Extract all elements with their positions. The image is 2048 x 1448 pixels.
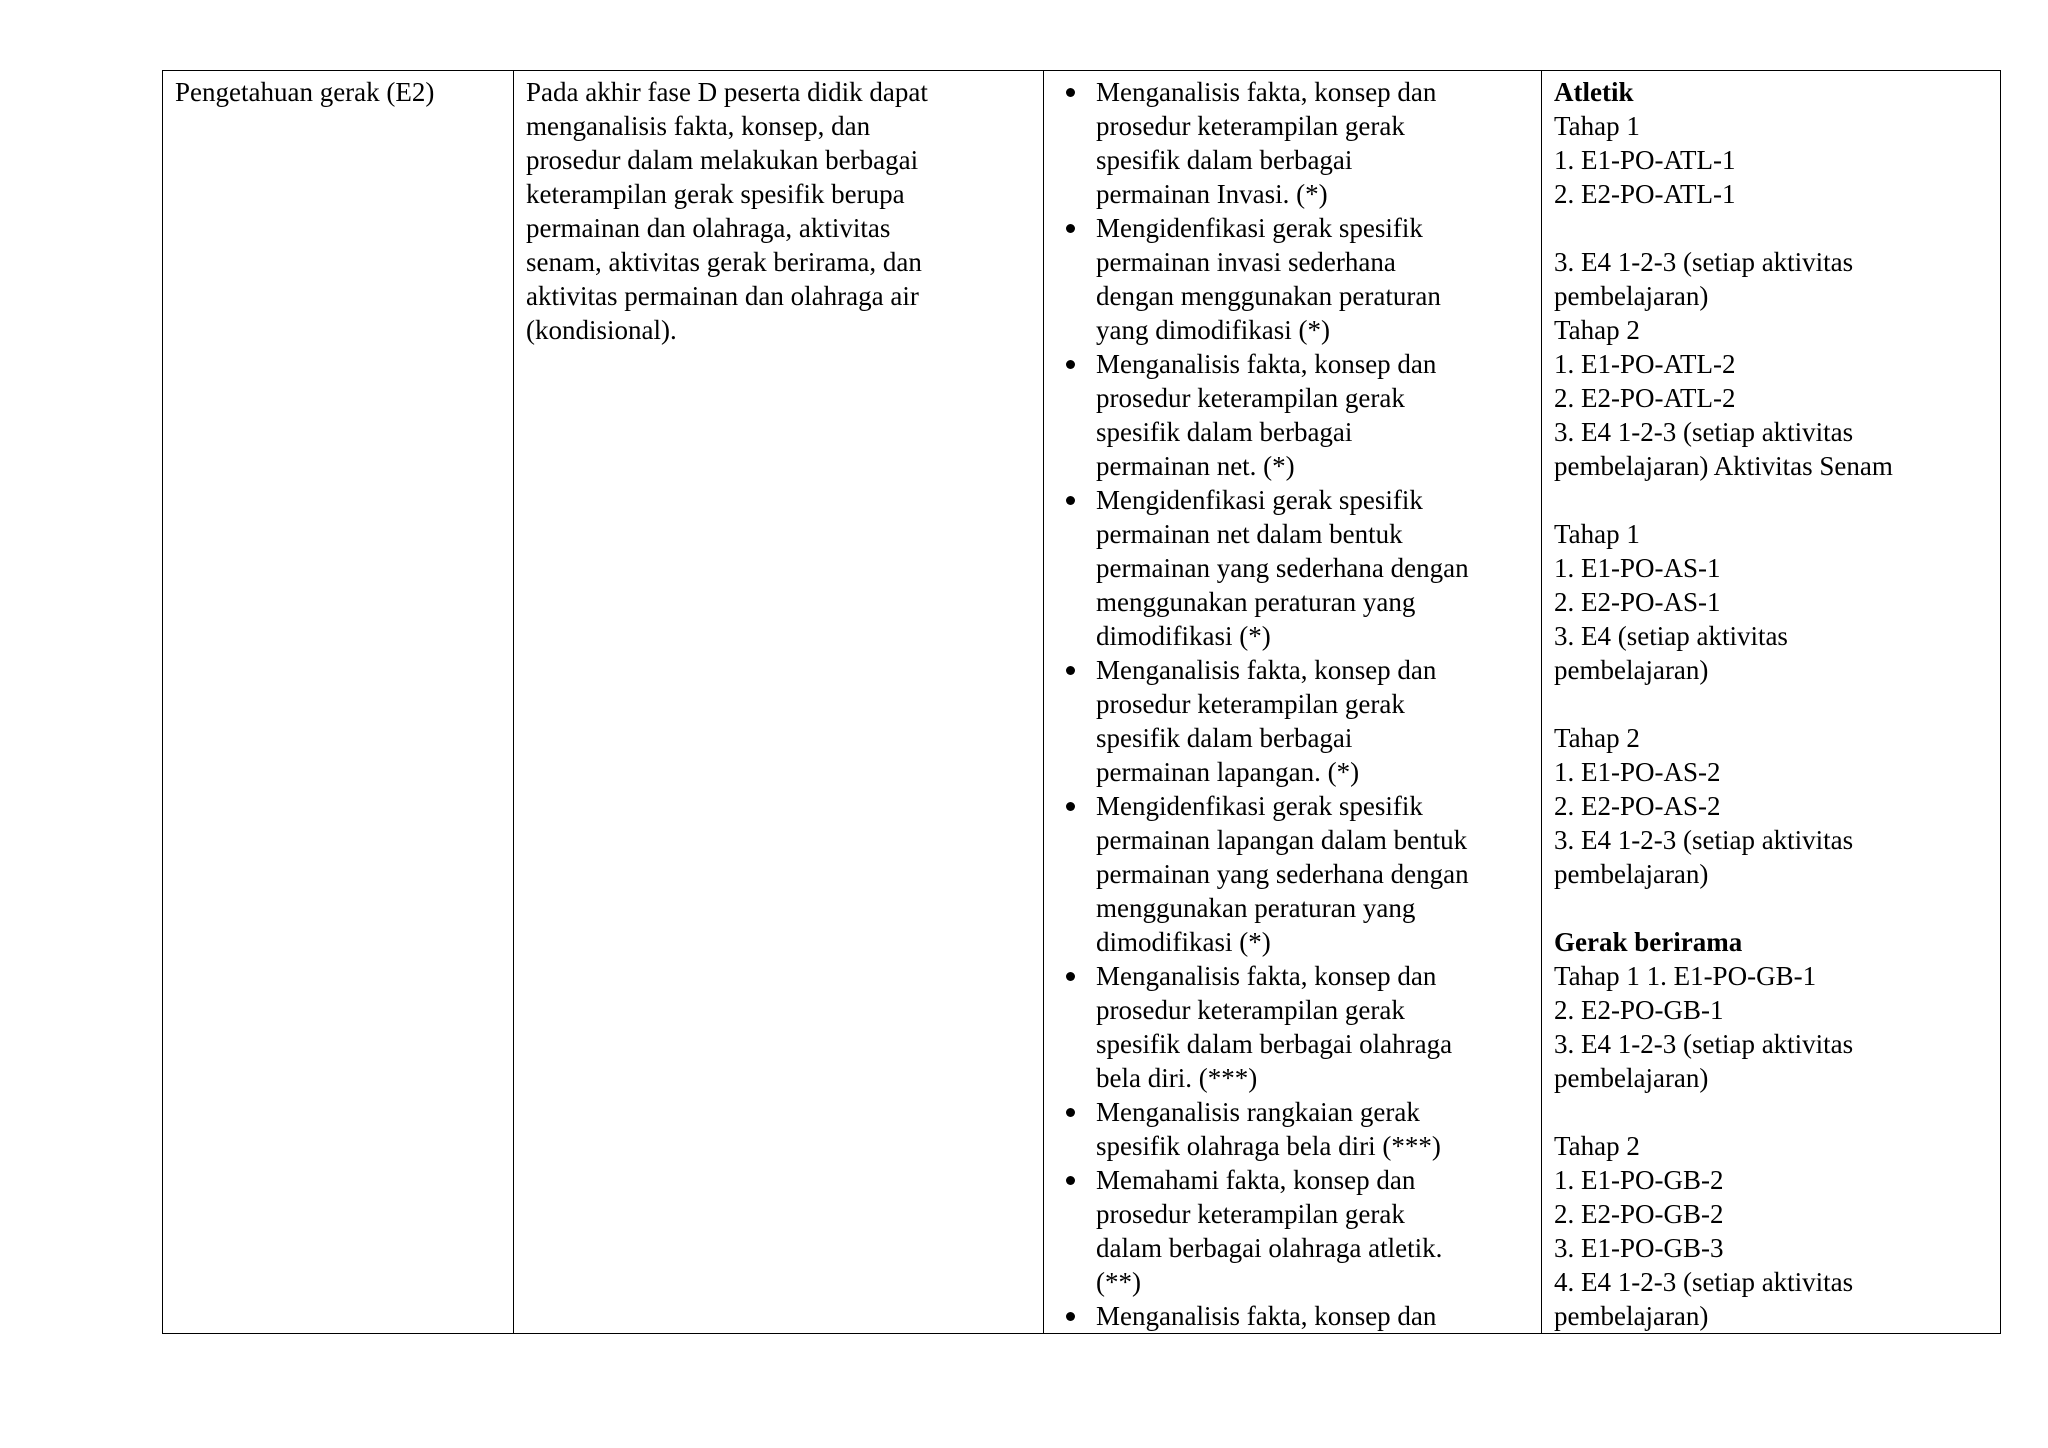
objective-line: (**)	[1096, 1267, 1141, 1297]
flow-cell	[1542, 71, 2001, 1334]
flow-line: Tahap 1	[1554, 111, 1640, 141]
list-item	[1056, 347, 1529, 483]
achievement-text	[526, 75, 1031, 347]
flow-line: pembelajaran)	[1554, 1301, 1709, 1331]
flow-line: 2. E2-PO-GB-1	[1554, 995, 1724, 1025]
achievement-line: Pada akhir fase D peserta didik dapat	[526, 77, 928, 107]
objective-line: Menganalisis fakta, konsep dan	[1096, 77, 1437, 107]
objective-line: spesifik dalam berbagai olahraga	[1096, 1029, 1453, 1059]
flow-line: 4. E4 1-2-3 (setiap aktivitas	[1554, 1267, 1854, 1297]
blank-line	[1554, 1095, 1988, 1129]
objective-line: prosedur keterampilan gerak	[1096, 995, 1405, 1025]
flow-line: 1. E1-PO-GB-2	[1554, 1165, 1724, 1195]
objective-line: Menganalisis rangkaian gerak	[1096, 1097, 1420, 1127]
objective-line: prosedur keterampilan gerak	[1096, 383, 1405, 413]
flow-line: Tahap 1	[1554, 519, 1640, 549]
section-heading: Atletik	[1554, 77, 1634, 107]
objective-line: permainan Invasi. (*)	[1096, 179, 1328, 209]
achievement-line: keterampilan gerak spesifik berupa	[526, 179, 905, 209]
objective-line: permainan lapangan. (*)	[1096, 757, 1360, 787]
blank-line	[1554, 483, 1988, 517]
list-item	[1056, 483, 1529, 653]
flow-line: pembelajaran)	[1554, 281, 1709, 311]
flow-line: Tahap 2	[1554, 723, 1640, 753]
flow-line: pembelajaran)	[1554, 1063, 1709, 1093]
flow-line: Tahap 2	[1554, 1131, 1640, 1161]
flow-line: 1. E1-PO-AS-1	[1554, 553, 1721, 583]
flow-text	[1554, 75, 1988, 1333]
objective-line: dalam berbagai olahraga atletik.	[1096, 1233, 1443, 1263]
flow-line: pembelajaran)	[1554, 859, 1709, 889]
achievement-line: menganalisis fakta, konsep, dan	[526, 111, 871, 141]
flow-line: 2. E2-PO-GB-2	[1554, 1199, 1724, 1229]
curriculum-table	[162, 70, 2001, 1334]
objective-line: spesifik dalam berbagai	[1096, 723, 1353, 753]
flow-line: 3. E4 (setiap aktivitas	[1554, 621, 1788, 651]
achievement-line: prosedur dalam melakukan berbagai	[526, 145, 919, 175]
flow-line: pembelajaran) Aktivitas Senam	[1554, 451, 1893, 481]
objectives-list	[1056, 75, 1529, 1333]
flow-line: 3. E4 1-2-3 (setiap aktivitas	[1554, 825, 1854, 855]
flow-line: 2. E2-PO-ATL-1	[1554, 179, 1736, 209]
objective-line: prosedur keterampilan gerak	[1096, 1199, 1405, 1229]
list-item	[1056, 211, 1529, 347]
objective-line: prosedur keterampilan gerak	[1096, 689, 1405, 719]
table-row	[163, 71, 2001, 1334]
flow-line: 2. E2-PO-AS-1	[1554, 587, 1721, 617]
objective-line: permainan lapangan dalam bentuk	[1096, 825, 1468, 855]
flow-line: 1. E1-PO-ATL-2	[1554, 349, 1736, 379]
objective-line: dengan menggunakan peraturan	[1096, 281, 1441, 311]
objective-line: permainan yang sederhana dengan	[1096, 553, 1469, 583]
blank-line	[1554, 687, 1988, 721]
objective-line: dimodifikasi (*)	[1096, 927, 1271, 957]
objective-line: permainan net dalam bentuk	[1096, 519, 1403, 549]
objective-line: menggunakan peraturan yang	[1096, 587, 1416, 617]
objective-line: Menganalisis fakta, konsep dan	[1096, 349, 1437, 379]
achievement-line: senam, aktivitas gerak berirama, dan	[526, 247, 922, 277]
objective-line: menggunakan peraturan yang	[1096, 893, 1416, 923]
list-item	[1056, 75, 1529, 211]
flow-line: 3. E1-PO-GB-3	[1554, 1233, 1724, 1263]
flow-line: 2. E2-PO-AS-2	[1554, 791, 1721, 821]
objective-line: spesifik dalam berbagai	[1096, 417, 1353, 447]
objective-line: yang dimodifikasi (*)	[1096, 315, 1330, 345]
objective-line: Memahami fakta, konsep dan	[1096, 1165, 1416, 1195]
achievement-line: aktivitas permainan dan olahraga air	[526, 281, 919, 311]
objective-line: spesifik olahraga bela diri (***)	[1096, 1131, 1441, 1161]
objectives-cell	[1044, 71, 1542, 1334]
objective-line: Menganalisis fakta, konsep dan	[1096, 961, 1437, 991]
flow-line: 3. E4 1-2-3 (setiap aktivitas	[1554, 417, 1854, 447]
objective-line: Mengidenfikasi gerak spesifik	[1096, 213, 1423, 243]
objective-line: Mengidenfikasi gerak spesifik	[1096, 791, 1423, 821]
list-item	[1056, 1299, 1529, 1333]
list-item	[1056, 1163, 1529, 1299]
achievement-line: (kondisional).	[526, 315, 677, 345]
element-cell	[163, 71, 514, 1334]
objective-line: Menganalisis fakta, konsep dan	[1096, 655, 1437, 685]
objective-line: dimodifikasi (*)	[1096, 621, 1271, 651]
list-item	[1056, 1095, 1529, 1163]
flow-line: 1. E1-PO-AS-2	[1554, 757, 1721, 787]
objective-line: permainan yang sederhana dengan	[1096, 859, 1469, 889]
flow-line: 2. E2-PO-ATL-2	[1554, 383, 1736, 413]
list-item	[1056, 789, 1529, 959]
blank-line	[1554, 211, 1988, 245]
objective-line: Mengidenfikasi gerak spesifik	[1096, 485, 1423, 515]
flow-line: 1. E1-PO-ATL-1	[1554, 145, 1736, 175]
section-heading: Gerak berirama	[1554, 927, 1743, 957]
blank-line	[1554, 891, 1988, 925]
flow-line: 3. E4 1-2-3 (setiap aktivitas	[1554, 1029, 1854, 1059]
objective-line: permainan invasi sederhana	[1096, 247, 1396, 277]
objective-line: spesifik dalam berbagai	[1096, 145, 1353, 175]
list-item	[1056, 959, 1529, 1095]
flow-line: Tahap 1 1. E1-PO-GB-1	[1554, 961, 1817, 991]
achievement-cell	[514, 71, 1044, 1334]
achievement-line: permainan dan olahraga, aktivitas	[526, 213, 891, 243]
flow-line: pembelajaran)	[1554, 655, 1709, 685]
flow-line: 3. E4 1-2-3 (setiap aktivitas	[1554, 247, 1854, 277]
objective-line: prosedur keterampilan gerak	[1096, 111, 1405, 141]
objective-line: bela diri. (***)	[1096, 1063, 1258, 1093]
list-item	[1056, 653, 1529, 789]
flow-line: Tahap 2	[1554, 315, 1640, 345]
element-name: Pengetahuan gerak (E2)	[175, 77, 435, 107]
objective-line: Menganalisis fakta, konsep dan	[1096, 1301, 1437, 1331]
objective-line: permainan net. (*)	[1096, 451, 1295, 481]
